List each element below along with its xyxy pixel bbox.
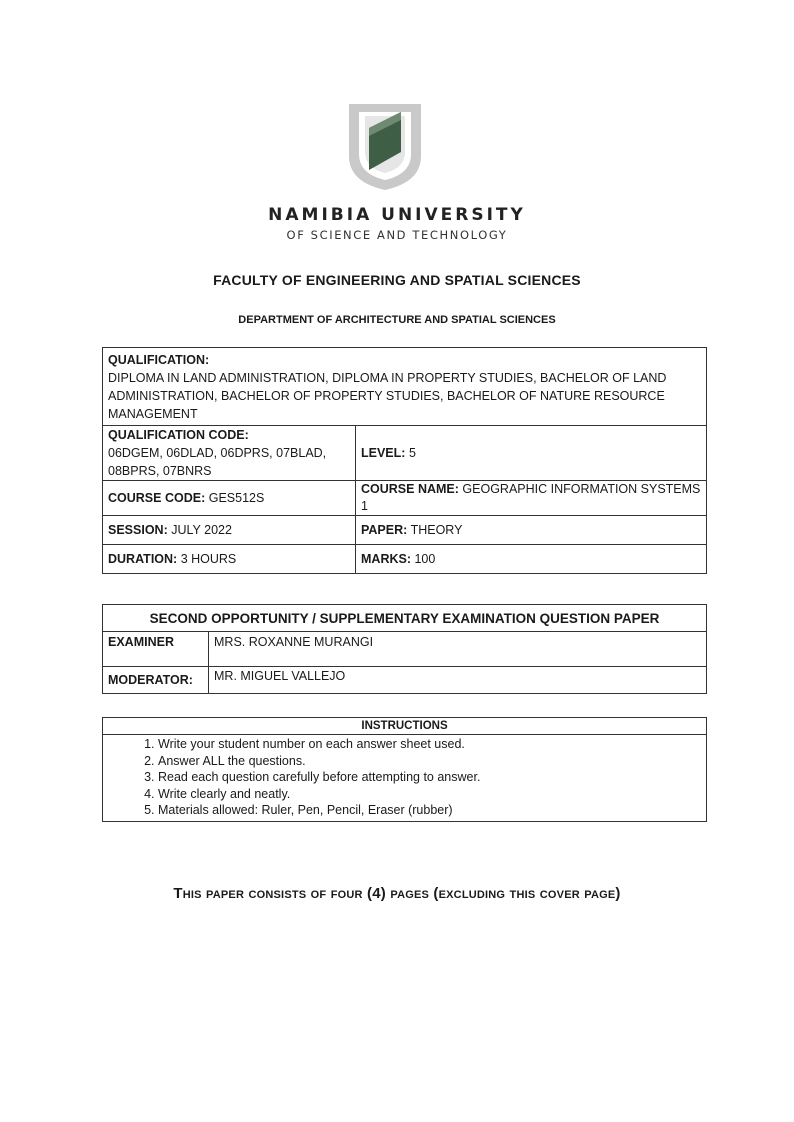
moderator-value: MR. MIGUEL VALLEJO: [209, 667, 707, 694]
instruction-item: 1. Write your student number on each answer sheet used.: [158, 736, 701, 753]
examiner-value: MRS. ROXANNE MURANGI: [209, 632, 707, 667]
marks-label: MARKS:: [361, 552, 411, 566]
page-count-note: This paper consists of four (4) pages (excluding this cover page): [173, 885, 621, 902]
instruction-item: 5. Materials allowed: Ruler, Pen, Pencil, Eraser (rubber): [158, 802, 701, 819]
course-code-value: GES512S: [208, 491, 265, 505]
instructions-table: [102, 717, 707, 822]
exam-title: SECOND OPPORTUNITY / SUPPLEMENTARY EXAMINATION QUESTION PAPER: [103, 605, 707, 632]
instruction-item: 4. Write clearly and neatly.: [158, 786, 701, 803]
faculty-heading: FACULTY OF ENGINEERING AND SPATIAL SCIENCES: [213, 272, 581, 288]
university-subtitle: OF SCIENCE AND TECHNOLOGY: [286, 228, 508, 242]
examiner-table: [102, 604, 707, 694]
session-value: JULY 2022: [171, 523, 232, 537]
instruction-item: 2. Answer ALL the questions.: [158, 753, 701, 770]
duration-label: DURATION:: [108, 552, 178, 566]
paper-label: PAPER:: [361, 523, 408, 537]
examiner-row: [103, 632, 707, 667]
moderator-label: MODERATOR:: [103, 667, 209, 694]
session-row: [103, 516, 707, 545]
qualification-code-row: [103, 426, 707, 481]
moderator-row: [103, 667, 707, 694]
university-name: NAMIBIA UNIVERSITY: [268, 205, 526, 225]
qualification-row: [103, 348, 707, 426]
instructions-list: [108, 736, 701, 819]
university-logo: [343, 98, 427, 192]
instruction-item: 3. Read each question carefully before attempting to answer.: [158, 769, 701, 786]
department-heading: DEPARTMENT OF ARCHITECTURE AND SPATIAL SCIENCES: [238, 314, 556, 326]
qualification-code-label: QUALIFICATION CODE:: [108, 428, 249, 442]
duration-value: 3 HOURS: [180, 552, 237, 566]
qualification-value: DIPLOMA IN LAND ADMINISTRATION, DIPLOMA IN PROPERTY STUDIES, BACHELOR OF LAND ADMINISTRATION, BACHELOR OF PROPERTY STUDIES, BACHELOR OF NATURE RESOURCE MANAGEMENT: [108, 370, 667, 421]
qualification-code-value: 06DGEM, 06DLAD, 06DPRS, 07BLAD, 08BPRS, 07BNRS: [108, 446, 327, 478]
course-name-label: COURSE NAME:: [361, 482, 459, 496]
course-row: [103, 481, 707, 516]
course-name-value: GEOGRAPHIC INFORMATION SYSTEMS 1: [361, 482, 701, 513]
examiner-label: EXAMINER: [103, 632, 209, 667]
instructions-title: INSTRUCTIONS: [103, 718, 707, 735]
duration-row: [103, 545, 707, 574]
course-code-label: COURSE CODE:: [108, 491, 206, 505]
qualification-label: QUALIFICATION:: [108, 352, 210, 367]
paper-value: THEORY: [410, 523, 463, 537]
level-label: LEVEL:: [361, 446, 406, 460]
level-value: 5: [408, 446, 416, 460]
qualification-details-table: [102, 347, 707, 574]
marks-value: 100: [414, 552, 436, 566]
session-label: SESSION:: [108, 523, 168, 537]
